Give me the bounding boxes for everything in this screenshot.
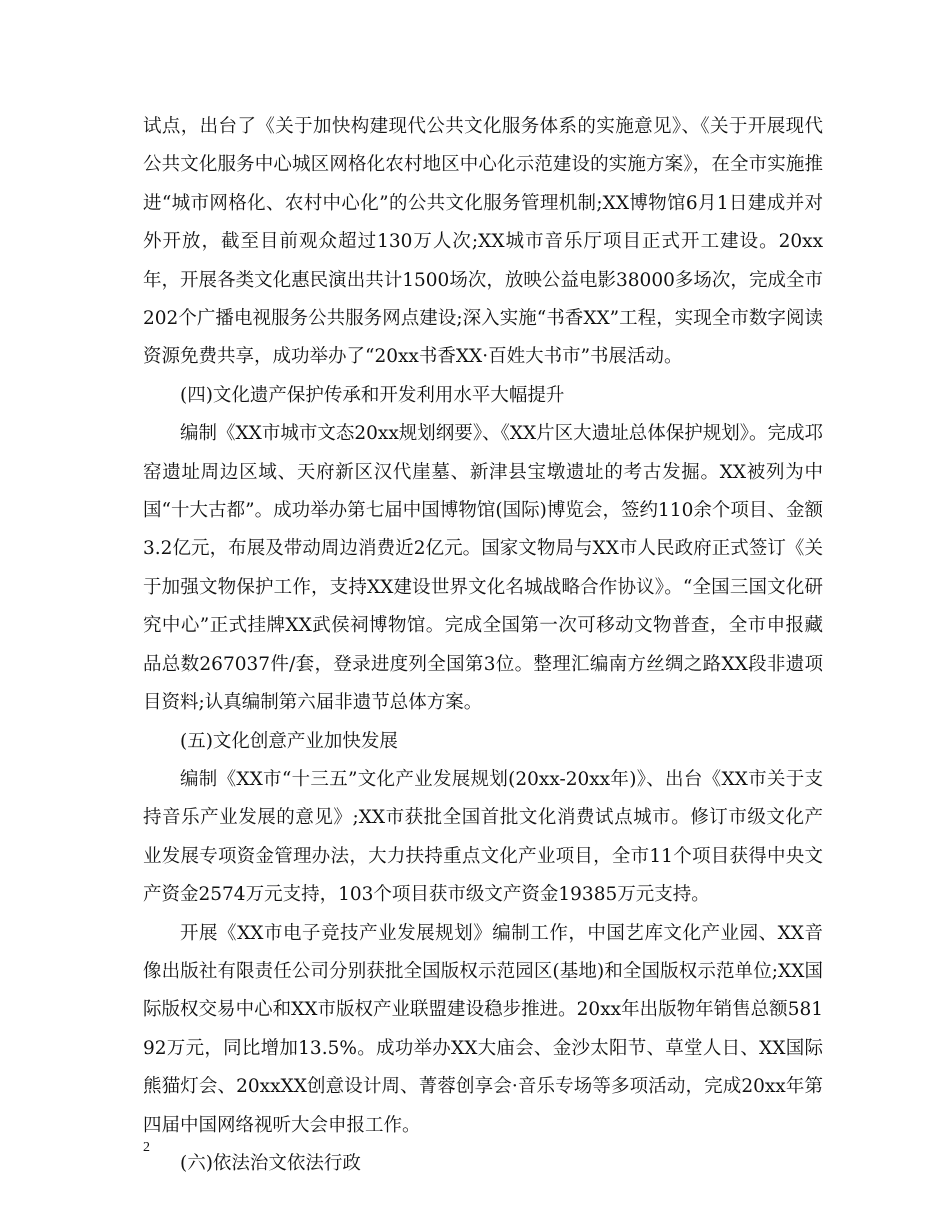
section-heading-6: (六)依法治文依法行政: [180, 1152, 361, 1174]
section-heading-5: (五)文化创意产业加快发展: [180, 730, 398, 752]
section-heading-4: (四)文化遗产保护传承和开发利用水平大幅提升: [180, 384, 565, 406]
document-body: [143, 108, 823, 1183]
body-paragraph: 开展《XX市电子竞技产业发展规划》编制工作，中国艺库文化产业园、XX音像出版社有限责任公司分别获批全国版权示范园区(基地)和全国版权示范单位;XX国际版权交易中心和XX市版权产业联盟建设稳步推进。20xx年出版物年销售总额58192万元，同比增加13.5%。成功举办XX大庙会、金沙太阳节、草堂人日、XX国际熊猫灯会、20xxXX创意设计周、菁蓉创享会·音乐专场等多项活动，完成20xx年第四届中国网络视听大会申报工作。: [143, 922, 823, 1136]
page-number: 2: [143, 1140, 150, 1155]
body-paragraph: 试点，出台了《关于加快构建现代公共文化服务体系的实施意见》、《关于开展现代公共文化服务中心城区网格化农村地区中心化示范建设的实施方案》，在全市实施推进“城市网格化、农村中心化”的公共文化服务管理机制;XX博物馆6月1日建成并对外开放，截至目前观众超过130万人次;XX城市音乐厅项目正式开工建设。20xx年，开展各类文化惠民演出共计1500场次，放映公益电影38000多场次，完成全市202个广播电视服务公共服务网点建设;深入实施“书香XX”工程，实现全市数字阅读资源免费共享，成功举办了“20xx书香XX·百姓大书市”书展活动。: [143, 116, 823, 368]
body-paragraph: 编制《XX市“十三五”文化产业发展规划(20xx-20xx年)》、出台《XX市关于支持音乐产业发展的意见》;XX市获批全国首批文化消费试点城市。修订市级文化产业发展专项资金管理办法，大力扶持重点文化产业项目，全市11个项目获得中央文产资金2574万元支持，103个项目获市级文产资金19385万元支持。: [143, 768, 823, 906]
body-paragraph: 编制《XX市城市文态20xx规划纲要》、《XX片区大遗址总体保护规划》。完成邛窑遗址周边区域、天府新区汉代崖墓、新津县宝墩遗址的考古发掘。XX被列为中国“十大古都”。成功举办第七届中国博物馆(国际)博览会，签约110余个项目、金额3.2亿元，布展及带动周边消费近2亿元。国家文物局与XX市人民政府正式签订《关于加强文物保护工作，支持XX建设世界文化名城战略合作协议》。“全国三国文化研究中心”正式挂牌XX武侯祠博物馆。完成全国第一次可移动文物普查，全市申报藏品总数267037件/套，登录进度列全国第3位。整理汇编南方丝绸之路XX段非遗项目资料;认真编制第六届非遗节总体方案。: [143, 423, 823, 714]
